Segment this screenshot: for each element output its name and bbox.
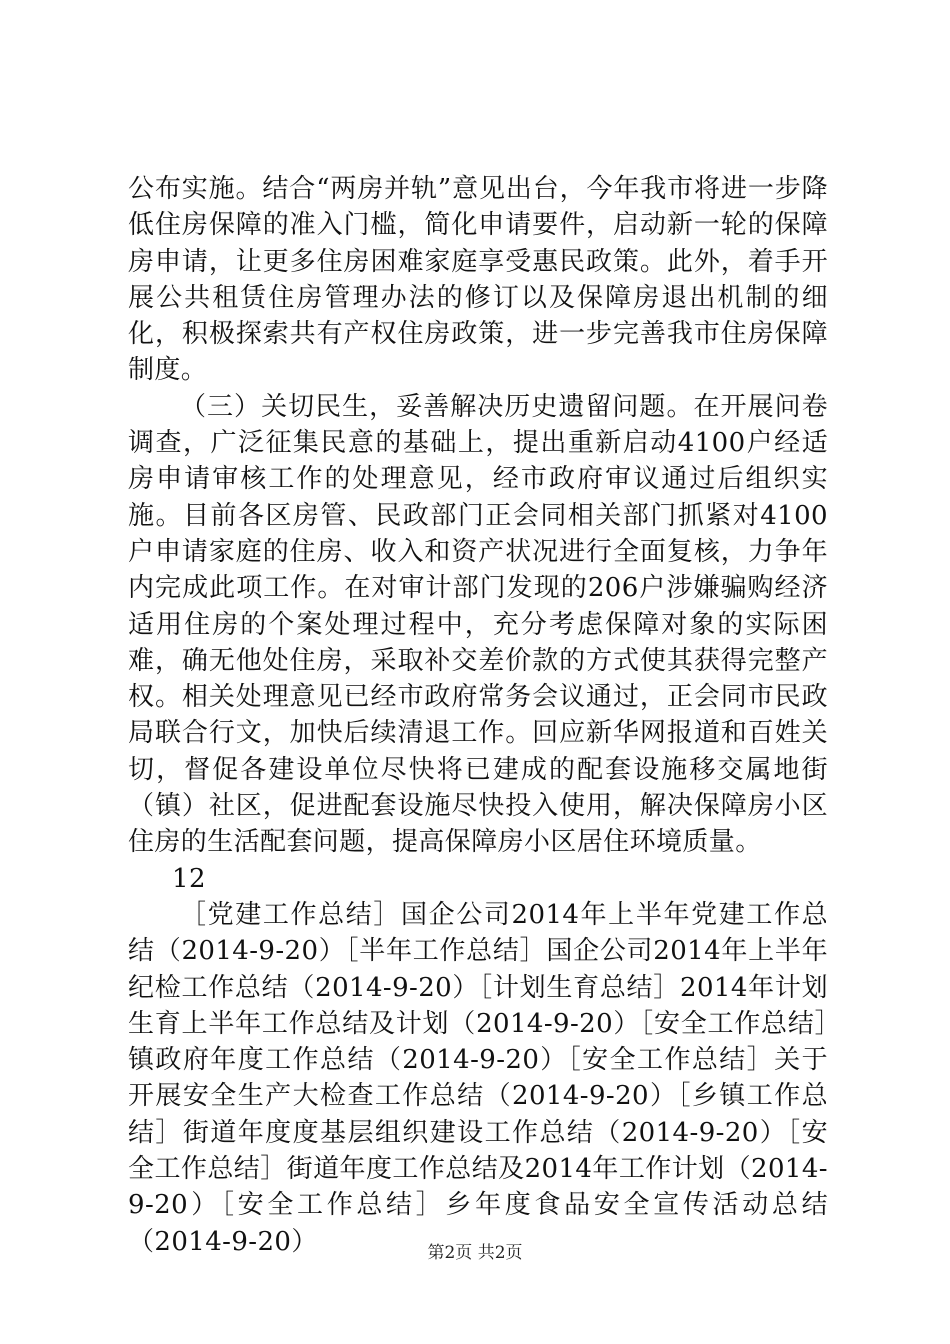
inline-number: 12: [172, 863, 206, 894]
paragraph-related-articles: ［党建工作总结］国企公司2014年上半年党建工作总结（2014-9-20）［半年工作总结］国企公司2014年上半年纪检工作总结（2014-9-20）［计划生育总结］2014年计划生育上半年工作总结及计划（2014-9-20）［安全工作总结］镇政府年度工作总结（2014-9-20）［安全工作总结］关于开展安全生产大检查工作总结（2014-9-20）［乡镇工作总结］街道年度度基层组织建设工作总结（2014-9-20）［安全工作总结］街道年度工作总结及2014年工作计划（2014-9-20）［安全工作总结］乡年度食品安全宣传活动总结（2014-9-20）: [128, 899, 828, 1257]
paragraph-housing-policy: 公布实施。结合“两房并轨”意见出台，今年我市将进一步降低住房保障的准入门槛，简化申请要件，启动新一轮的保障房申请，让更多住房困难家庭享受惠民政策。此外，着手开展公共租赁住房管理办法的修订以及保障房退出机制的细化，积极探索共有产权住房政策，进一步完善我市住房保障制度。: [128, 174, 828, 386]
document-body: [128, 171, 828, 1260]
page-footer: 第2页 共2页: [427, 1243, 523, 1263]
paragraph-historical-issues: （三）关切民生，妥善解决历史遗留问题。在开展问卷调查，广泛征集民意的基础上，提出重新启动4100户经适房申请审核工作的处理意见，经市政府审议通过后组织实施。目前各区房管、民政部门正会同相关部门抓紧对4100户申请家庭的住房、收入和资产状况进行全面复核，力争年内完成此项工作。在对审计部门发现的206户涉嫌骗购经济适用住房的个案处理过程中，充分考虑保障对象的实际困难，确无他处住房，采取补交差价款的方式使其获得完整产权。相关处理意见已经市政府常务会议通过，正会同市民政局联合行文，加快后续清退工作。回应新华网报道和百姓关切，督促各建设单位尽快将已建成的配套设施移交属地街（镇）社区，促进配套设施尽快投入使用，解决保障房小区住房的生活配套问题，提高保障房小区居住环境质量。: [128, 391, 828, 858]
